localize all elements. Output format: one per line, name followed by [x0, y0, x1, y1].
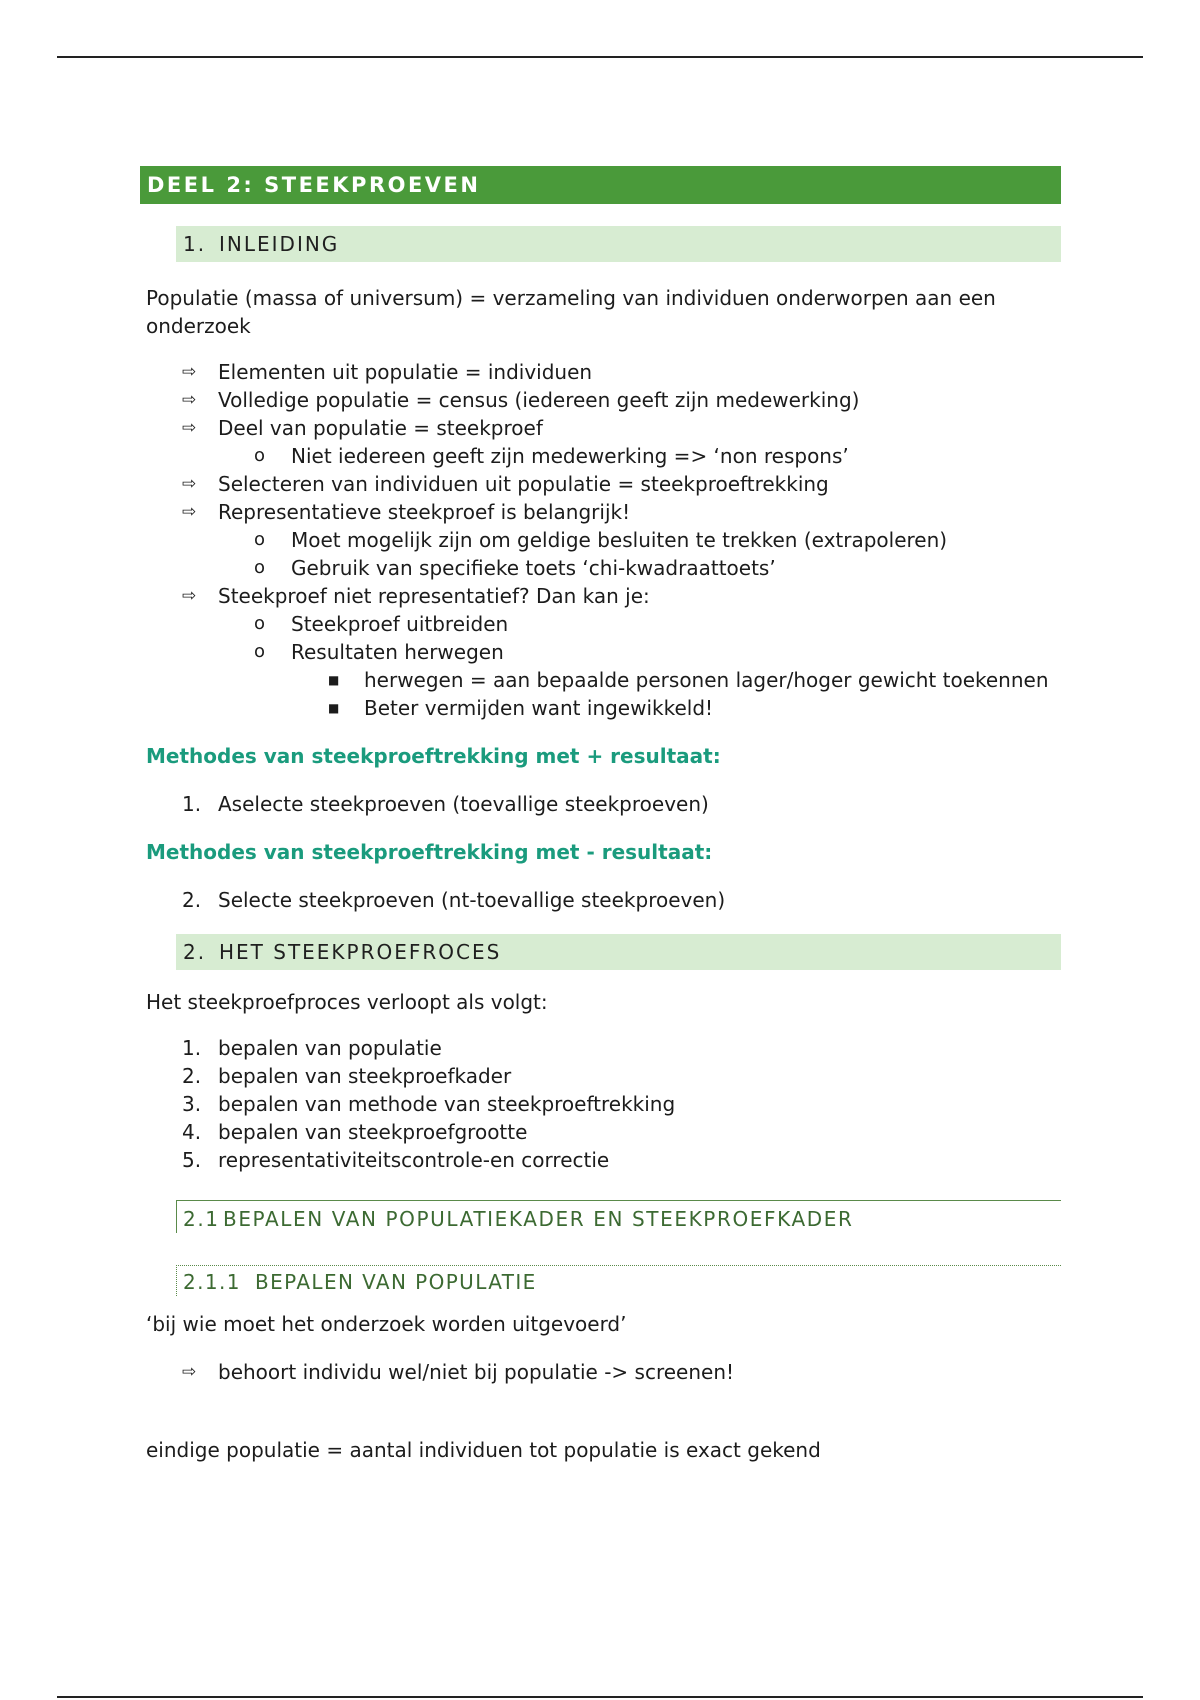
section-heading-inleiding [176, 226, 1061, 262]
methods-minus-list [140, 886, 1061, 914]
arrow-bullet-icon: ⇨ [182, 418, 197, 438]
list-item: 1. Aselecte steekproeven (toevallige steekproeven) [182, 792, 709, 816]
list-item: 3. bepalen van methode van steekproeftrekking [182, 1092, 676, 1116]
list-item: o Niet iedereen geeft zijn medewerking => ‘non respons’ [254, 444, 849, 468]
arrow-bullet-icon: ⇨ [182, 502, 197, 522]
methods-plus-heading: Methodes van steekproeftrekking met + resultaat: [146, 744, 721, 768]
square-bullet-icon: ■ [328, 701, 340, 715]
section-heading-steekproefroces [176, 934, 1061, 970]
list-item: 2. Selecte steekproeven (nt-toevallige steekproeven) [182, 888, 726, 912]
screening-list [140, 1358, 1061, 1386]
list-item: o Gebruik van specifieke toets ‘chi-kwadraattoets’ [254, 556, 776, 580]
subsection-number: 2.1 [183, 1207, 220, 1231]
list-item: ⇨ Representatieve steekproef is belangrijk! [182, 500, 631, 524]
list-item: ■ Beter vermijden want ingewikkeld! [328, 696, 714, 720]
arrow-bullet-icon: ⇨ [182, 1362, 197, 1382]
list-item: ■ herwegen = aan bepaalde personen lager/hoger gewicht toekennen [328, 668, 1049, 692]
list-item: ⇨ Volledige populatie = census (iedereen geeft zijn medewerking) [182, 388, 860, 412]
list-item: 2. bepalen van steekproefkader [182, 1064, 512, 1088]
footer-rule [57, 1696, 1143, 1698]
arrow-bullet-icon: ⇨ [182, 474, 197, 494]
circle-bullet-icon: o [254, 529, 266, 550]
circle-bullet-icon: o [254, 557, 266, 578]
list-item: o Steekproef uitbreiden [254, 612, 509, 636]
list-item: ⇨ Selecteren van individuen uit populatie = steekproeftrekking [182, 472, 829, 496]
list-item: 5. representativiteitscontrole-en correctie [182, 1148, 610, 1172]
quote-paragraph: ‘bij wie moet het onderzoek worden uitgevoerd’ [146, 1312, 627, 1336]
circle-bullet-icon: o [254, 445, 266, 466]
part-title: DEEL 2: STEEKPROEVEN [140, 166, 1061, 204]
subsection-heading-2-1 [176, 1200, 1061, 1233]
list-item: 4. bepalen van steekproefgrootte [182, 1120, 528, 1144]
section-number: 1. [183, 232, 207, 256]
document-content [140, 166, 1061, 1464]
list-item: 1. bepalen van populatie [182, 1036, 442, 1060]
circle-bullet-icon: o [254, 613, 266, 634]
list-item: ⇨ Steekproef niet representatief? Dan kan je: [182, 584, 650, 608]
subsection-heading-2-1-1 [176, 1265, 1061, 1296]
list-item: ⇨ behoort individu wel/niet bij populatie -> screenen! [182, 1360, 735, 1384]
arrow-bullet-icon: ⇨ [182, 390, 197, 410]
subsection-title: BEPALEN VAN POPULATIEKADER EN STEEKPROEFKADER [223, 1207, 854, 1231]
section-title: HET STEEKPROEFROCES [219, 940, 502, 964]
section-title: INLEIDING [219, 232, 340, 256]
bullet-list [140, 358, 1061, 722]
process-steps [140, 1034, 1061, 1174]
definition-paragraph: eindige populatie = aantal individuen tot populatie is exact gekend [146, 1438, 821, 1462]
list-item: o Resultaten herwegen [254, 640, 504, 664]
methods-minus-heading: Methodes van steekproeftrekking met - resultaat: [146, 840, 713, 864]
header-rule [57, 56, 1143, 58]
subsection-title: BEPALEN VAN POPULATIE [255, 1270, 537, 1294]
process-intro: Het steekproefproces verloopt als volgt: [146, 990, 548, 1014]
section-number: 2. [183, 940, 207, 964]
subsection-number: 2.1.1 [183, 1270, 241, 1294]
arrow-bullet-icon: ⇨ [182, 362, 197, 382]
arrow-bullet-icon: ⇨ [182, 586, 197, 606]
methods-plus-list [140, 790, 1061, 818]
circle-bullet-icon: o [254, 641, 266, 662]
list-item: ⇨ Elementen uit populatie = individuen [182, 360, 593, 384]
square-bullet-icon: ■ [328, 673, 340, 687]
list-item: o Moet mogelijk zijn om geldige besluiten te trekken (extrapoleren) [254, 528, 948, 552]
intro-paragraph: Populatie (massa of universum) = verzameling van individuen onderworpen aan een onderzoek [146, 286, 996, 338]
list-item: ⇨ Deel van populatie = steekproef [182, 416, 543, 440]
